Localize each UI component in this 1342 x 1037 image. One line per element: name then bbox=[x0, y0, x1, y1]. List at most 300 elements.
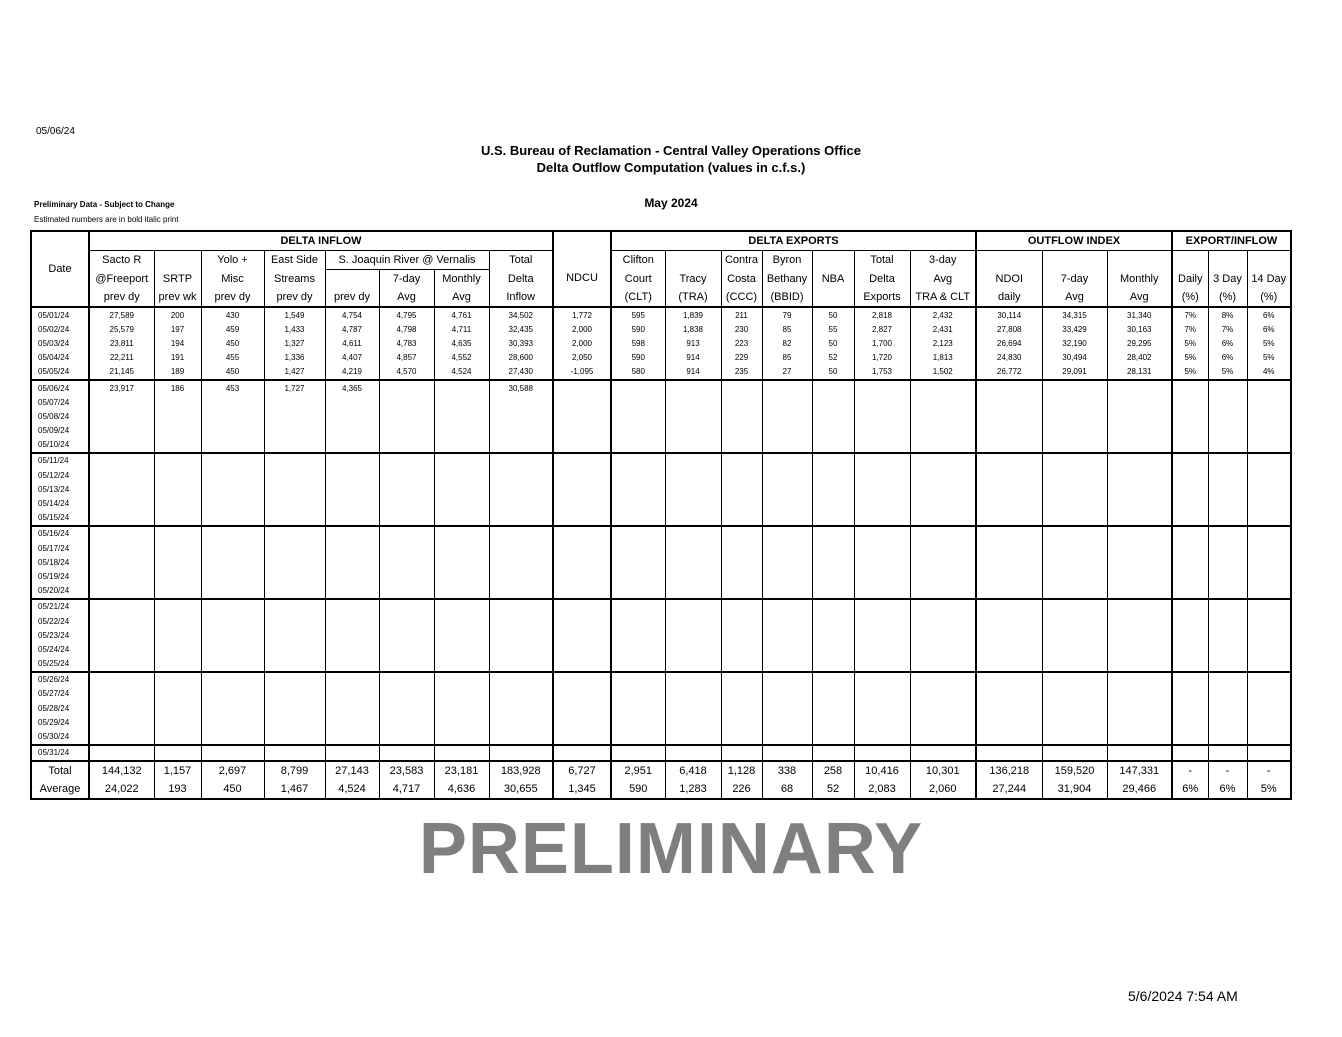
table-cell bbox=[721, 453, 762, 468]
table-cell bbox=[611, 526, 665, 541]
table-cell bbox=[854, 657, 910, 672]
table-cell bbox=[1042, 424, 1107, 438]
total-cell-label: Total bbox=[31, 761, 89, 780]
average-cell: 1,345 bbox=[553, 780, 611, 799]
table-cell bbox=[154, 745, 201, 761]
table-cell bbox=[762, 409, 812, 423]
table-cell bbox=[264, 614, 325, 628]
header-total-exports-3: Exports bbox=[854, 288, 910, 307]
table-cell bbox=[1107, 729, 1172, 744]
table-cell bbox=[1247, 569, 1291, 583]
table-cell bbox=[1107, 511, 1172, 526]
average-cell: 29,466 bbox=[1107, 780, 1172, 799]
table-cell bbox=[812, 424, 854, 438]
header-tracy-1 bbox=[665, 251, 721, 270]
table-cell bbox=[721, 614, 762, 628]
table-cell bbox=[89, 468, 154, 482]
row-date-cell: 05/21/24 bbox=[31, 599, 89, 614]
table-cell bbox=[721, 584, 762, 599]
row-date-cell: 05/20/24 bbox=[31, 584, 89, 599]
table-row bbox=[31, 351, 1291, 365]
table-cell bbox=[553, 569, 611, 583]
table-cell bbox=[264, 438, 325, 453]
table-cell bbox=[379, 482, 434, 496]
header-byron-3: (BBID) bbox=[762, 288, 812, 307]
table-cell bbox=[489, 511, 553, 526]
table-cell bbox=[1247, 657, 1291, 672]
table-cell bbox=[154, 395, 201, 409]
table-cell bbox=[721, 438, 762, 453]
table-cell bbox=[201, 569, 264, 583]
table-cell bbox=[812, 511, 854, 526]
table-cell bbox=[1042, 569, 1107, 583]
total-row bbox=[31, 761, 1291, 780]
report-date: 05/06/24 bbox=[36, 126, 75, 137]
table-cell: 55 bbox=[812, 322, 854, 336]
table-cell bbox=[489, 569, 553, 583]
table-cell bbox=[721, 715, 762, 729]
table-cell bbox=[325, 657, 379, 672]
average-cell: 4,636 bbox=[434, 780, 489, 799]
table-cell bbox=[812, 729, 854, 744]
table-cell bbox=[489, 715, 553, 729]
table-cell bbox=[762, 614, 812, 628]
table-cell bbox=[89, 687, 154, 701]
table-cell bbox=[201, 642, 264, 656]
table-cell bbox=[611, 729, 665, 744]
table-cell bbox=[1247, 584, 1291, 599]
table-cell: 7% bbox=[1172, 322, 1208, 336]
table-cell bbox=[434, 599, 489, 614]
table-cell bbox=[154, 628, 201, 642]
table-cell bbox=[379, 657, 434, 672]
table-cell bbox=[1042, 614, 1107, 628]
table-cell bbox=[89, 569, 154, 583]
table-cell bbox=[379, 424, 434, 438]
table-cell bbox=[89, 614, 154, 628]
table-cell bbox=[854, 409, 910, 423]
table-cell: 913 bbox=[665, 336, 721, 350]
header-daily-pct-2: Daily bbox=[1172, 270, 1208, 289]
table-cell: 235 bbox=[721, 365, 762, 380]
table-cell bbox=[154, 701, 201, 715]
table-cell bbox=[1107, 701, 1172, 715]
table-cell bbox=[1208, 599, 1247, 614]
table-cell bbox=[721, 409, 762, 423]
table-cell: 211 bbox=[721, 307, 762, 322]
table-cell bbox=[201, 628, 264, 642]
table-cell bbox=[553, 424, 611, 438]
table-cell bbox=[812, 599, 854, 614]
table-cell bbox=[1208, 496, 1247, 510]
header-nba-1 bbox=[812, 251, 854, 270]
table-cell bbox=[611, 424, 665, 438]
table-cell bbox=[665, 599, 721, 614]
table-cell bbox=[489, 424, 553, 438]
table-cell bbox=[812, 482, 854, 496]
table-cell bbox=[762, 628, 812, 642]
table-cell bbox=[611, 409, 665, 423]
table-cell bbox=[154, 569, 201, 583]
table-cell: 6% bbox=[1247, 322, 1291, 336]
row-date-cell: 05/06/24 bbox=[31, 380, 89, 395]
table-cell bbox=[1247, 745, 1291, 761]
table-cell bbox=[1042, 482, 1107, 496]
table-cell bbox=[812, 569, 854, 583]
table-cell bbox=[854, 526, 910, 541]
table-cell bbox=[489, 395, 553, 409]
table-cell: 450 bbox=[201, 336, 264, 350]
average-cell: 2,060 bbox=[910, 780, 976, 799]
table-cell bbox=[264, 687, 325, 701]
table-cell bbox=[721, 628, 762, 642]
total-cell: 23,181 bbox=[434, 761, 489, 780]
table-row bbox=[31, 526, 1291, 541]
table-cell bbox=[1247, 395, 1291, 409]
table-cell bbox=[1107, 555, 1172, 569]
table-cell: 2,000 bbox=[553, 322, 611, 336]
table-cell bbox=[201, 496, 264, 510]
table-cell bbox=[379, 526, 434, 541]
table-cell bbox=[854, 672, 910, 687]
header-byron-2: Bethany bbox=[762, 270, 812, 289]
table-cell bbox=[1247, 672, 1291, 687]
table-cell: 455 bbox=[201, 351, 264, 365]
table-row bbox=[31, 628, 1291, 642]
table-cell bbox=[611, 541, 665, 555]
table-cell bbox=[1208, 584, 1247, 599]
total-cell: 10,301 bbox=[910, 761, 976, 780]
table-cell bbox=[910, 541, 976, 555]
table-cell bbox=[1042, 584, 1107, 599]
table-cell bbox=[665, 526, 721, 541]
table-cell bbox=[154, 657, 201, 672]
table-cell bbox=[201, 453, 264, 468]
header-nba-3 bbox=[812, 288, 854, 307]
table-cell bbox=[325, 687, 379, 701]
table-cell: 27,808 bbox=[976, 322, 1042, 336]
table-cell bbox=[553, 642, 611, 656]
table-cell: 4,524 bbox=[434, 365, 489, 380]
table-row bbox=[31, 657, 1291, 672]
table-cell bbox=[1208, 424, 1247, 438]
average-row bbox=[31, 780, 1291, 799]
table-cell: 30,588 bbox=[489, 380, 553, 395]
table-cell bbox=[325, 599, 379, 614]
table-cell bbox=[1208, 569, 1247, 583]
delta-outflow-table bbox=[30, 230, 1292, 800]
table-cell bbox=[379, 745, 434, 761]
table-cell bbox=[1247, 453, 1291, 468]
table-cell: 1,813 bbox=[910, 351, 976, 365]
table-cell bbox=[434, 745, 489, 761]
total-cell: 144,132 bbox=[89, 761, 154, 780]
table-cell bbox=[1247, 715, 1291, 729]
table-cell bbox=[201, 715, 264, 729]
table-cell bbox=[154, 468, 201, 482]
table-cell bbox=[489, 496, 553, 510]
table-cell bbox=[611, 657, 665, 672]
table-cell bbox=[553, 672, 611, 687]
table-cell bbox=[611, 511, 665, 526]
table-cell bbox=[721, 687, 762, 701]
table-cell: 223 bbox=[721, 336, 762, 350]
table-cell bbox=[379, 628, 434, 642]
table-cell: 590 bbox=[611, 351, 665, 365]
table-cell bbox=[154, 672, 201, 687]
table-cell bbox=[154, 541, 201, 555]
total-cell: 27,143 bbox=[325, 761, 379, 780]
table-cell bbox=[976, 614, 1042, 628]
table-cell bbox=[665, 424, 721, 438]
table-cell bbox=[89, 672, 154, 687]
table-cell bbox=[89, 541, 154, 555]
table-cell bbox=[89, 599, 154, 614]
table-cell bbox=[1042, 599, 1107, 614]
table-cell bbox=[264, 453, 325, 468]
table-cell bbox=[1172, 657, 1208, 672]
table-cell bbox=[976, 555, 1042, 569]
table-cell bbox=[976, 541, 1042, 555]
table-cell bbox=[379, 468, 434, 482]
table-cell bbox=[812, 715, 854, 729]
table-cell bbox=[1247, 511, 1291, 526]
header-srtp-1 bbox=[154, 251, 201, 270]
table-cell bbox=[325, 745, 379, 761]
table-cell: 1,336 bbox=[264, 351, 325, 365]
header-sacto-1: Sacto R bbox=[89, 251, 154, 270]
header-sjr-monthly-1: Monthly bbox=[434, 270, 489, 289]
table-cell bbox=[379, 701, 434, 715]
table-cell: 26,694 bbox=[976, 336, 1042, 350]
table-cell bbox=[325, 409, 379, 423]
table-cell bbox=[762, 701, 812, 715]
table-cell bbox=[976, 482, 1042, 496]
table-cell bbox=[910, 380, 976, 395]
table-cell bbox=[1042, 628, 1107, 642]
table-cell: 28,131 bbox=[1107, 365, 1172, 380]
table-cell bbox=[1172, 482, 1208, 496]
table-cell bbox=[1208, 395, 1247, 409]
table-cell bbox=[721, 482, 762, 496]
group-ndcu-spacer bbox=[553, 231, 611, 251]
table-cell: 5% bbox=[1208, 365, 1247, 380]
table-cell bbox=[325, 526, 379, 541]
table-cell bbox=[1107, 380, 1172, 395]
total-cell: 2,697 bbox=[201, 761, 264, 780]
table-cell bbox=[976, 729, 1042, 744]
table-cell bbox=[201, 614, 264, 628]
average-cell: 27,244 bbox=[976, 780, 1042, 799]
average-cell: 4,524 bbox=[325, 780, 379, 799]
table-cell: 4,857 bbox=[379, 351, 434, 365]
average-cell: 24,022 bbox=[89, 780, 154, 799]
table-cell: 34,502 bbox=[489, 307, 553, 322]
table-row bbox=[31, 599, 1291, 614]
table-cell bbox=[89, 584, 154, 599]
table-cell bbox=[89, 526, 154, 541]
header-eastside-2: Streams bbox=[264, 270, 325, 289]
table-row bbox=[31, 453, 1291, 468]
table-cell bbox=[762, 482, 812, 496]
table-cell bbox=[976, 468, 1042, 482]
table-cell: 450 bbox=[201, 365, 264, 380]
row-date-cell: 05/14/24 bbox=[31, 496, 89, 510]
table-cell bbox=[854, 511, 910, 526]
table-cell: 5% bbox=[1247, 336, 1291, 350]
table-cell bbox=[854, 628, 910, 642]
table-cell bbox=[976, 438, 1042, 453]
table-cell bbox=[89, 438, 154, 453]
table-cell bbox=[379, 453, 434, 468]
table-cell bbox=[910, 715, 976, 729]
table-cell bbox=[1172, 745, 1208, 761]
table-cell bbox=[910, 468, 976, 482]
header-three-day-pct-3: (%) bbox=[1208, 288, 1247, 307]
table-cell bbox=[325, 569, 379, 583]
table-cell bbox=[854, 599, 910, 614]
table-cell: 1,433 bbox=[264, 322, 325, 336]
table-cell bbox=[434, 657, 489, 672]
table-cell bbox=[1107, 468, 1172, 482]
header-total-inflow-1: Total bbox=[489, 251, 553, 270]
table-cell bbox=[1107, 715, 1172, 729]
table-cell bbox=[976, 657, 1042, 672]
header-date: Date bbox=[31, 231, 89, 307]
table-cell bbox=[910, 599, 976, 614]
total-cell: 2,951 bbox=[611, 761, 665, 780]
table-cell bbox=[379, 496, 434, 510]
table-cell bbox=[201, 511, 264, 526]
header-ndoi-3: daily bbox=[976, 288, 1042, 307]
header-seven-day-3: Avg bbox=[1042, 288, 1107, 307]
table-cell bbox=[1172, 715, 1208, 729]
table-cell: 1,753 bbox=[854, 365, 910, 380]
table-cell bbox=[1107, 642, 1172, 656]
row-date-cell: 05/12/24 bbox=[31, 468, 89, 482]
table-cell bbox=[1042, 380, 1107, 395]
table-cell bbox=[1172, 599, 1208, 614]
table-cell bbox=[434, 729, 489, 744]
table-cell bbox=[434, 672, 489, 687]
table-cell bbox=[812, 745, 854, 761]
table-cell: 22,211 bbox=[89, 351, 154, 365]
table-cell bbox=[1247, 380, 1291, 395]
table-cell bbox=[910, 526, 976, 541]
table-cell: 21,145 bbox=[89, 365, 154, 380]
table-cell bbox=[721, 511, 762, 526]
table-cell bbox=[264, 511, 325, 526]
table-cell bbox=[611, 569, 665, 583]
header-monthly-3: Avg bbox=[1107, 288, 1172, 307]
table-cell bbox=[154, 453, 201, 468]
table-cell: 4% bbox=[1247, 365, 1291, 380]
table-cell: 4,754 bbox=[325, 307, 379, 322]
table-cell: 1,727 bbox=[264, 380, 325, 395]
table-cell bbox=[325, 453, 379, 468]
row-date-cell: 05/03/24 bbox=[31, 336, 89, 350]
table-cell bbox=[910, 657, 976, 672]
table-cell bbox=[379, 438, 434, 453]
table-cell bbox=[1042, 672, 1107, 687]
table-cell bbox=[553, 468, 611, 482]
header-tracy-2: Tracy bbox=[665, 270, 721, 289]
table-cell bbox=[325, 395, 379, 409]
row-date-cell: 05/31/24 bbox=[31, 745, 89, 761]
table-cell bbox=[201, 584, 264, 599]
table-cell bbox=[553, 496, 611, 510]
table-cell bbox=[976, 672, 1042, 687]
table-cell bbox=[721, 569, 762, 583]
report-title bbox=[0, 142, 1342, 176]
table-cell bbox=[611, 380, 665, 395]
table-cell bbox=[910, 642, 976, 656]
report-month: May 2024 bbox=[644, 196, 698, 210]
table-cell bbox=[434, 453, 489, 468]
table-cell bbox=[154, 496, 201, 510]
table-cell bbox=[665, 628, 721, 642]
total-cell: 183,928 bbox=[489, 761, 553, 780]
row-date-cell: 05/16/24 bbox=[31, 526, 89, 541]
header-threeday-2: Avg bbox=[910, 270, 976, 289]
table-cell: 85 bbox=[762, 351, 812, 365]
table-cell: 50 bbox=[812, 336, 854, 350]
table-cell bbox=[379, 687, 434, 701]
header-total-exports-1: Total bbox=[854, 251, 910, 270]
table-cell bbox=[910, 555, 976, 569]
table-row bbox=[31, 365, 1291, 380]
table-cell bbox=[665, 409, 721, 423]
table-cell bbox=[854, 468, 910, 482]
table-cell: 2,818 bbox=[854, 307, 910, 322]
table-cell bbox=[154, 584, 201, 599]
total-cell: 8,799 bbox=[264, 761, 325, 780]
table-cell bbox=[1107, 482, 1172, 496]
table-cell: 5% bbox=[1172, 351, 1208, 365]
header-daily-pct-3: (%) bbox=[1172, 288, 1208, 307]
header-monthly-2: Monthly bbox=[1107, 270, 1172, 289]
table-cell bbox=[910, 511, 976, 526]
table-cell bbox=[1208, 409, 1247, 423]
average-cell-label: Average bbox=[31, 780, 89, 799]
table-cell: 4,570 bbox=[379, 365, 434, 380]
table-cell bbox=[154, 424, 201, 438]
preliminary-note: Preliminary Data - Subject to Change bbox=[34, 200, 175, 209]
table-cell: 1,839 bbox=[665, 307, 721, 322]
table-cell bbox=[762, 555, 812, 569]
table-cell bbox=[1172, 672, 1208, 687]
table-cell bbox=[325, 468, 379, 482]
table-cell bbox=[553, 526, 611, 541]
table-cell bbox=[325, 555, 379, 569]
table-cell bbox=[489, 468, 553, 482]
table-cell bbox=[1172, 555, 1208, 569]
average-cell: 52 bbox=[812, 780, 854, 799]
table-cell bbox=[1247, 541, 1291, 555]
row-date-cell: 05/18/24 bbox=[31, 555, 89, 569]
table-cell bbox=[665, 642, 721, 656]
table-cell bbox=[721, 468, 762, 482]
table-cell bbox=[553, 395, 611, 409]
row-date-cell: 05/02/24 bbox=[31, 322, 89, 336]
table-cell bbox=[1172, 395, 1208, 409]
table-cell bbox=[154, 526, 201, 541]
table-cell bbox=[910, 745, 976, 761]
table-cell bbox=[489, 642, 553, 656]
table-cell bbox=[379, 555, 434, 569]
table-cell bbox=[154, 715, 201, 729]
table-cell bbox=[812, 380, 854, 395]
